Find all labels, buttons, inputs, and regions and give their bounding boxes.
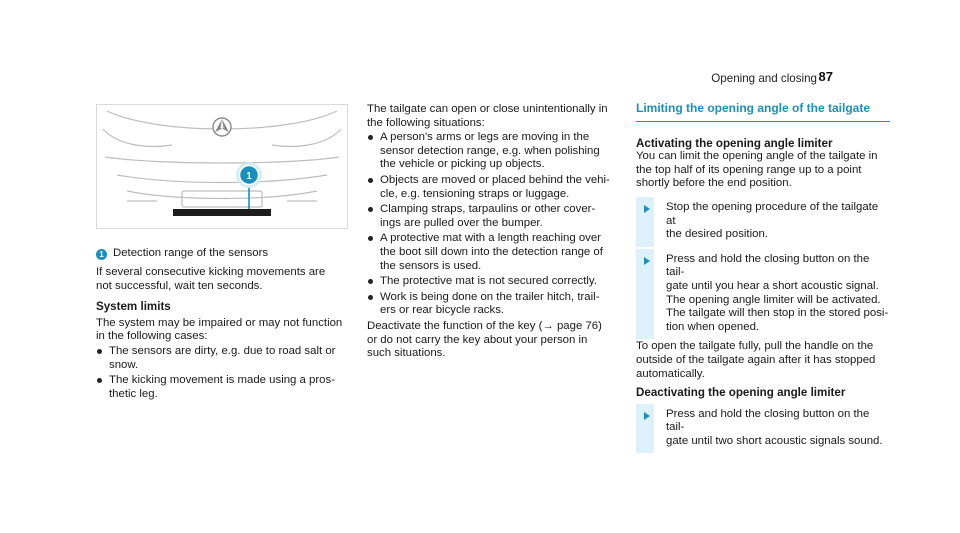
step-arrow-icon xyxy=(644,412,650,420)
unintentional-opening-list xyxy=(367,131,619,318)
deactivating-heading: Deactivating the opening angle limiter xyxy=(636,386,846,400)
column-middle xyxy=(367,103,619,361)
column-right xyxy=(636,102,890,453)
right-light-line xyxy=(272,129,341,146)
step-arrow-icon xyxy=(644,257,650,265)
section-title: Opening and closing xyxy=(711,72,817,85)
instruction-step: Stop the opening procedure of the tailgate at the desired position. xyxy=(636,197,890,247)
activating-paragraph: You can limit the opening angle of the tailgate in the top half of its opening range up to a point shortly before the end position. xyxy=(636,150,878,190)
figure-caption xyxy=(96,247,348,261)
left-light-line xyxy=(103,129,172,146)
list-item: A protective mat with a length reaching over the boot sill down into the detection range of the sensors is used. xyxy=(367,232,619,273)
activating-heading: Activating the opening angle limiter xyxy=(636,136,833,150)
column-left xyxy=(96,266,348,401)
list-item: Clamping straps, tarpaulins or other cover- ings are pulled over the bumper. xyxy=(367,203,619,230)
sensor-highlight xyxy=(236,162,262,209)
list-item: The protective mat is not secured correctly. xyxy=(367,275,619,289)
section-heading: Limiting the opening angle of the tailgate xyxy=(636,102,890,122)
instruction-step: Press and hold the closing button on the tail- gate until you hear a short acoustic signal. The opening angle limiter will be activated. The tailgate will then stop in the stored posi- tion when opened. xyxy=(636,249,890,340)
star-emblem-icon xyxy=(213,118,231,136)
full-open-paragraph: To open the tailgate fully, pull the handle on the outside of the tailgate again after it has stopped automatically. xyxy=(636,340,876,380)
kick-retry-paragraph: If several consecutive kicking movements are not successful, wait ten seconds. xyxy=(96,266,326,292)
step-arrow-icon xyxy=(644,205,650,213)
vehicle-rear-illustration xyxy=(96,104,348,229)
vehicle-rear-drawing xyxy=(97,105,347,228)
system-limits-paragraph: The system may be impaired or may not function in the following cases: xyxy=(96,316,343,343)
caption-text: Detection range of the sensors xyxy=(113,247,269,259)
list-item: A person's arms or legs are moving in the sensor detection range, e.g. when polishing the vehicle or picking up objects. xyxy=(367,131,619,172)
bumper-lower-line xyxy=(127,191,317,199)
instruction-step: Press and hold the closing button on the tail- gate until two short acoustic signals sound. xyxy=(636,404,890,454)
page-header xyxy=(0,70,960,86)
bumper-top-line xyxy=(105,157,339,163)
callout-number: 1 xyxy=(246,171,252,182)
list-item: Objects are moved or placed behind the vehi- cle, e.g. tensioning straps or luggage. xyxy=(367,174,619,201)
system-limits-heading: System limits xyxy=(96,300,171,314)
deactivate-function-paragraph: Deactivate the function of the key (→ page 76) or do not carry the key about your person in such situations. xyxy=(367,319,602,360)
detection-zone-bar xyxy=(173,209,271,216)
list-item: The kicking movement is made using a pros- thetic leg. xyxy=(96,374,348,401)
system-limits-list xyxy=(96,345,348,401)
page-number: 87 xyxy=(818,69,833,84)
list-item: Work is being done on the trailer hitch, trail- ers or rear bicycle racks. xyxy=(367,291,619,318)
caption-number-badge: 1 xyxy=(96,249,107,260)
bumper-middle-line xyxy=(117,175,327,183)
list-item: The sensors are dirty, e.g. due to road salt or snow. xyxy=(96,345,348,372)
unintentional-opening-intro: The tailgate can open or close unintentionally in the following situations: xyxy=(367,103,608,129)
